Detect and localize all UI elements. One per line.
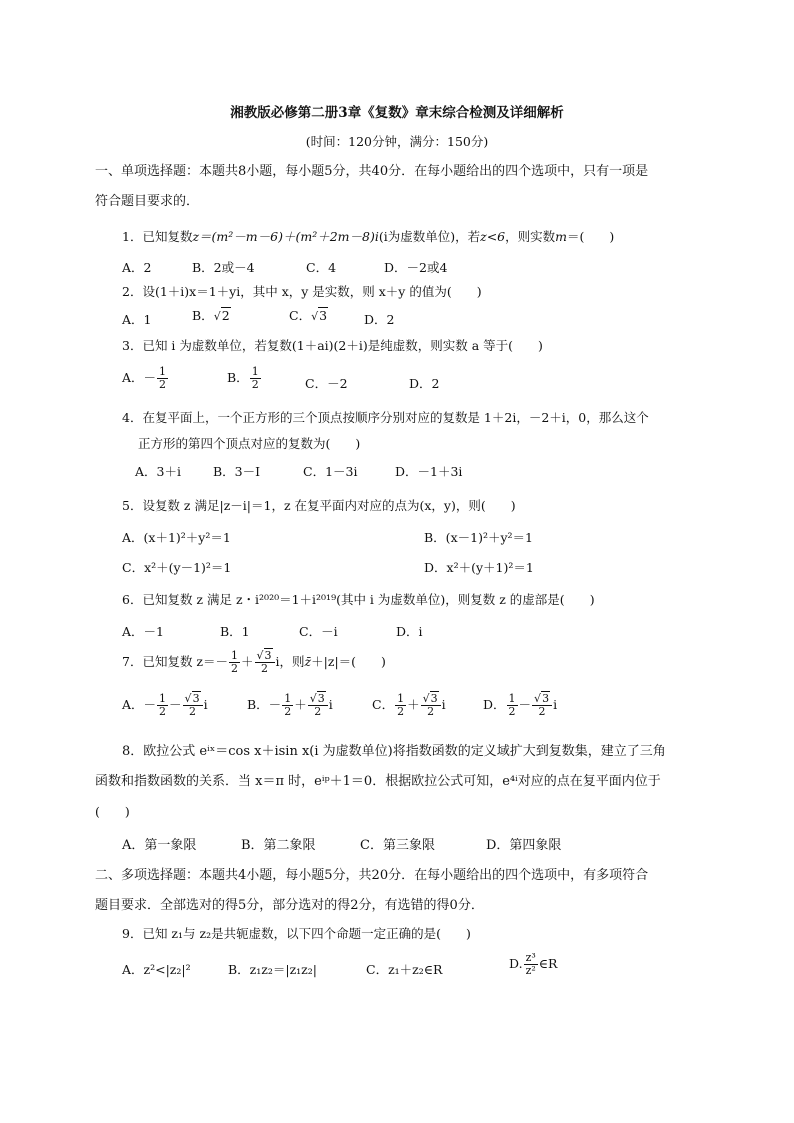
q2-option-a: A．1 xyxy=(122,312,152,327)
q3-option-b: B． $\frac{1}{2}$ xyxy=(227,365,259,391)
question-8-answer-blank: ( ) xyxy=(95,804,130,819)
q7-option-b: B．－ $\frac{1}{2}$ ＋ $\frac{√3}{2}$ i xyxy=(247,692,333,718)
section-2-heading: 二、多项选择题：本题共4小题，每小题5分，共20分．在每小题给出的四个选项中，有多项符合 xyxy=(95,868,649,883)
q7-option-c: C． $\frac{1}{2}$ ＋ $\frac{√3}{2}$ i xyxy=(372,692,446,718)
q6-option-d: D．i xyxy=(396,624,423,639)
q8-option-c: C．第三象限 xyxy=(360,838,435,853)
section-2-heading-cont: 题目要求．全部选对的得5分，部分选对的得2分，有选错的得0分． xyxy=(95,898,484,913)
exam-time-score: (时间：120分钟，满分：150分) xyxy=(305,134,489,149)
q3-option-a: A．－ $\frac{1}{2}$ xyxy=(122,365,167,391)
q3-option-d: D．2 xyxy=(409,376,440,391)
question-8-stem-cont: 函数和指数函数的关系．当 x＝π 时，eⁱᵖ＋1＝0．根据欧拉公式可知，e⁴ⁱ对应的点在复平面内位于 xyxy=(95,774,661,789)
q9-option-b: B．z₁z₂＝|z₁z₂| xyxy=(228,962,317,977)
question-1-stem: 1．已知复数z＝(m²－m－6)＋(m²＋2m－8)i(i为虚数单位)，若z<6，则实数m＝( ) xyxy=(122,229,615,244)
q9-option-a: A．z²<|z₂|² xyxy=(122,962,191,977)
question-5-stem: 5．设复数 z 满足|z－i|＝1，z 在复平面内对应的点为(x，y)，则( ) xyxy=(122,498,516,513)
q5-option-c: C．x²＋(y－1)²＝1 xyxy=(122,560,232,575)
question-4-stem-cont: 正方形的第四个顶点对应的复数为( ) xyxy=(138,436,361,451)
q2-option-d: D．2 xyxy=(364,312,395,327)
q6-option-c: C．－i xyxy=(299,624,338,639)
question-9-stem: 9．已知 z₁与 z₂是共轭虚数，以下四个命题一定正确的是( ) xyxy=(122,926,471,941)
q2-option-c: C．√3 xyxy=(289,308,328,323)
q4-option-a: A．3＋i xyxy=(135,464,181,479)
q2-option-b: B．√2 xyxy=(192,308,230,323)
q8-option-b: B．第二象限 xyxy=(241,838,316,853)
q7-option-d: D． $\frac{1}{2}$ － $\frac{√3}{2}$ i xyxy=(483,692,558,718)
question-3-stem: 3．已知 i 为虚数单位，若复数(1＋ai)(2＋i)是纯虚数，则实数 a 等于( ) xyxy=(122,338,543,353)
q6-option-b: B．1 xyxy=(220,624,250,639)
section-1-heading: 一、单项选择题：本题共8小题，每小题5分，共40分．在每小题给出的四个选项中，只有一项是 xyxy=(95,164,649,179)
q4-option-b: B．3－I xyxy=(213,464,261,479)
question-8-stem: 8．欧拉公式 eⁱˣ＝cos x＋isin x(i 为虚数单位)将指数函数的定义域扩大到复数集，建立了三角 xyxy=(122,744,666,759)
q7-option-a: A．－ $\frac{1}{2}$ － $\frac{√3}{2}$ i xyxy=(122,692,208,718)
section-1-heading-cont: 符合题目要求的． xyxy=(95,194,200,209)
q8-option-d: D．第四象限 xyxy=(486,838,562,853)
q4-option-c: C．1－3i xyxy=(303,464,358,479)
q1-option-d: D．－2或4 xyxy=(384,260,448,275)
q5-option-b: B．(x－1)²＋y²＝1 xyxy=(424,530,533,545)
q1-option-b: B．2或－4 xyxy=(192,260,255,275)
q3-option-c: C．－2 xyxy=(305,376,348,391)
question-7-stem: 7．已知复数 z＝－ $\frac{1}{2}$ ＋ $\frac{√3}{2}$ i，则z̄＋|z|＝( ) xyxy=(122,649,386,675)
q4-option-d: D．－1＋3i xyxy=(395,464,463,479)
question-6-stem: 6．已知复数 z 满足 z・i²⁰²⁰＝1＋i²⁰¹⁹(其中 i 为虚数单位)，则复数 z 的虚部是( ) xyxy=(122,592,595,607)
q6-option-a: A．－1 xyxy=(122,624,164,639)
q1-option-c: C．4 xyxy=(306,260,337,275)
q5-option-d: D．x²＋(y＋1)²＝1 xyxy=(424,560,534,575)
document-title: 湘教版必修第二册3章《复数》章末综合检测及详细解析 xyxy=(230,105,564,121)
q5-option-a: A．(x＋1)²＋y²＝1 xyxy=(122,530,231,545)
q1-option-a: A．2 xyxy=(122,260,152,275)
question-4-stem: 4．在复平面上，一个正方形的三个顶点按顺序分别对应的复数是 1＋2i，－2＋i，0，那么这个 xyxy=(122,410,649,425)
q8-option-a: A．第一象限 xyxy=(122,838,197,853)
q9-option-c: C．z₁＋z₂∈R xyxy=(366,962,443,977)
question-2-stem: 2．设(1＋i)x＝1＋yi，其中 x，y 是实数，则 x＋y 的值为( ) xyxy=(122,284,482,299)
q9-option-d: D. $\frac{\text{z³}}{\text{z²}}$ ∈R xyxy=(509,951,558,977)
